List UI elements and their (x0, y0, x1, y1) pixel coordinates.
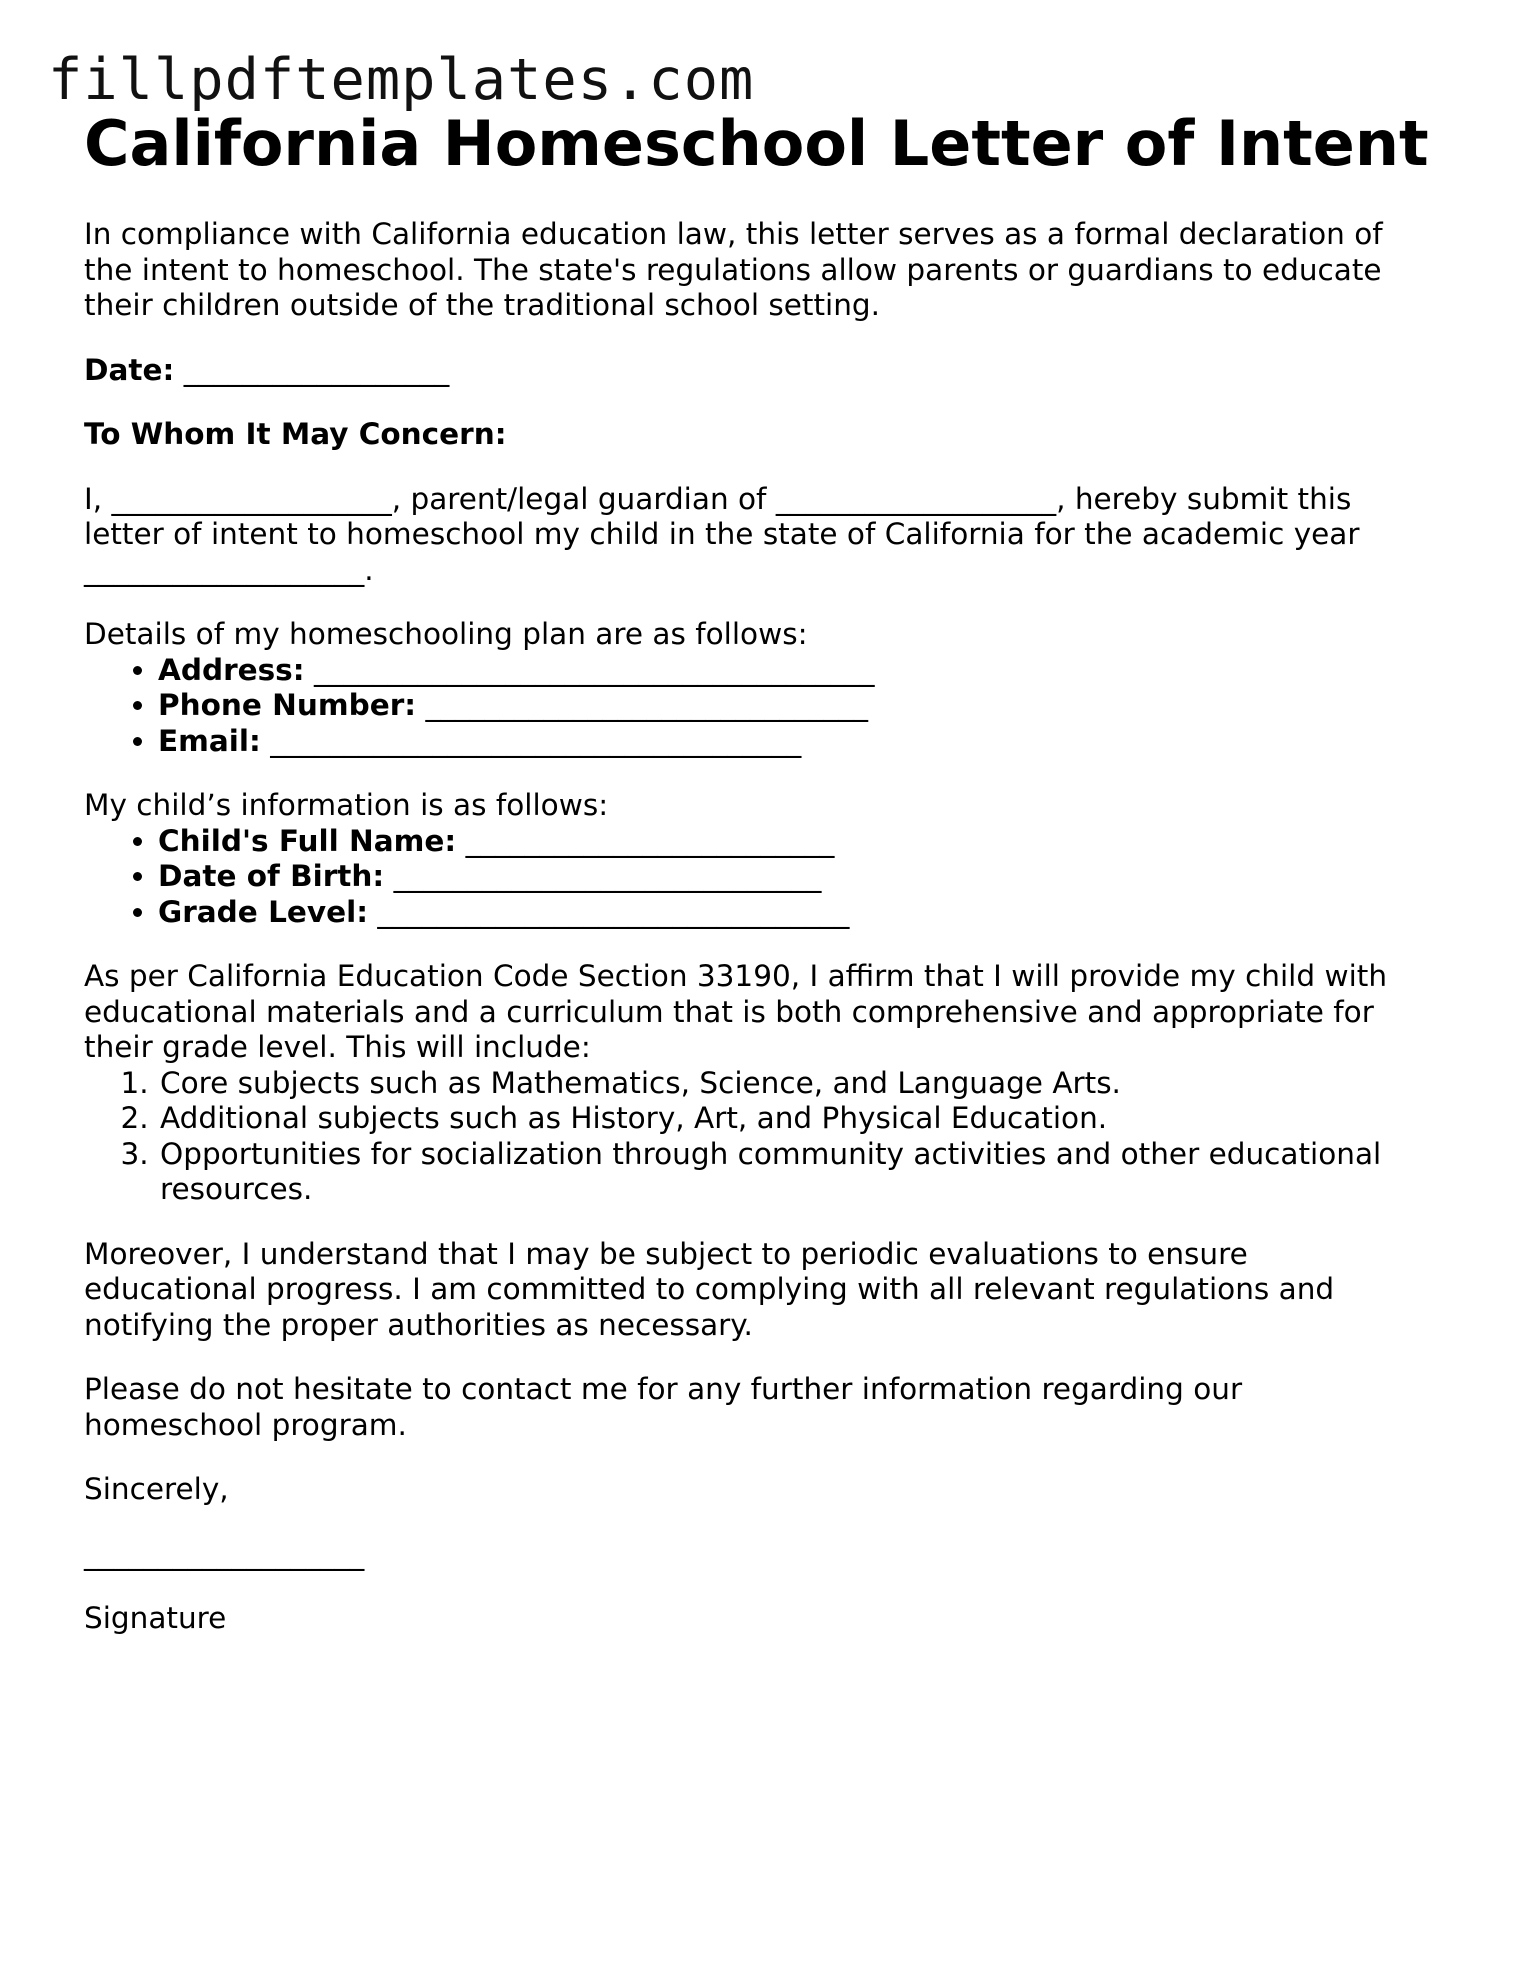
academic-year-field[interactable]: ___________________ (84, 552, 365, 587)
grade-level-field[interactable]: ________________________________ (377, 894, 850, 929)
list-item: 3. Opportunities for socialization through community activities and other educational resources. (158, 1137, 1414, 1208)
statement-paragraph (84, 482, 1414, 589)
list-item (158, 859, 1414, 895)
signature-label: Signature (84, 1601, 227, 1635)
signature-field[interactable]: ___________________ (84, 1536, 365, 1571)
list-item (158, 824, 1414, 860)
list-item (158, 895, 1414, 931)
date-of-birth-label: Date of Birth: (158, 859, 385, 893)
address-label: Address: (158, 652, 305, 687)
list-item (158, 724, 1414, 760)
child-name-field[interactable]: ___________________ (775, 481, 1057, 516)
plan-list (84, 653, 1414, 760)
closing: Sincerely, (84, 1472, 229, 1506)
statement-text: , parent/legal guardian of (391, 481, 776, 516)
contact-paragraph: Please do not hesitate to contact me for any further information regarding our homeschool program. (84, 1372, 1243, 1442)
date-line (84, 353, 1414, 389)
phone-label: Phone Number: (158, 688, 417, 722)
curriculum-list (84, 1066, 1414, 1208)
child-full-name-label: Child's Full Name: (158, 823, 457, 858)
child-list (84, 824, 1414, 931)
statement-text: I, (84, 481, 112, 516)
email-field[interactable]: ____________________________________ (270, 723, 802, 758)
grade-level-label: Grade Level: (158, 894, 369, 929)
date-label: Date: (84, 352, 175, 387)
salutation: To Whom It May Concern: (84, 417, 507, 451)
child-intro: My child’s information is as follows: (84, 788, 609, 822)
address-field[interactable]: ______________________________________ (313, 652, 875, 687)
phone-field[interactable]: ______________________________ (425, 688, 868, 722)
email-label: Email: (158, 723, 261, 758)
letter-page (84, 104, 1429, 1637)
plan-intro: Details of my homeschooling plan are as follows: (84, 617, 808, 651)
list-item: 1. Core subjects such as Mathematics, Science, and Language Arts. (158, 1066, 1414, 1102)
list-item: 2. Additional subjects such as History, Art, and Physical Education. (158, 1101, 1414, 1137)
date-of-birth-field[interactable]: _____________________________ (393, 859, 822, 893)
list-item (158, 688, 1414, 724)
statement-text: . (364, 552, 374, 587)
date-field[interactable]: __________________ (183, 352, 450, 387)
evaluation-paragraph: Moreover, I understand that I may be subject to periodic evaluations to ensure educational progress. I am committed to complying with all relevant regulations and notifying the proper authorities as necessary. (84, 1236, 1335, 1342)
statement-text: , hereby submit this letter of intent to homeschool my child in the state of California for the academic year (84, 481, 1360, 551)
page-title: California Homeschool Letter of Intent (84, 107, 1429, 180)
list-item (158, 653, 1414, 689)
intro-paragraph: In compliance with California education law, this letter serves as a formal declaration of the intent to homeschool. The state's regulations allow parents or guardians to educate their children outside of the traditional school setting. (84, 217, 1383, 322)
child-full-name-field[interactable]: _________________________ (465, 823, 835, 858)
watermark: fillpdftemplates.com (48, 47, 755, 113)
affirmation-paragraph: As per California Education Code Section 33190, I affirm that I will provide my child with educational materials and a curriculum that is both comprehensive and appropriate for their grade level. This will include: (84, 959, 1388, 1064)
parent-name-field[interactable]: ___________________ (111, 481, 392, 516)
